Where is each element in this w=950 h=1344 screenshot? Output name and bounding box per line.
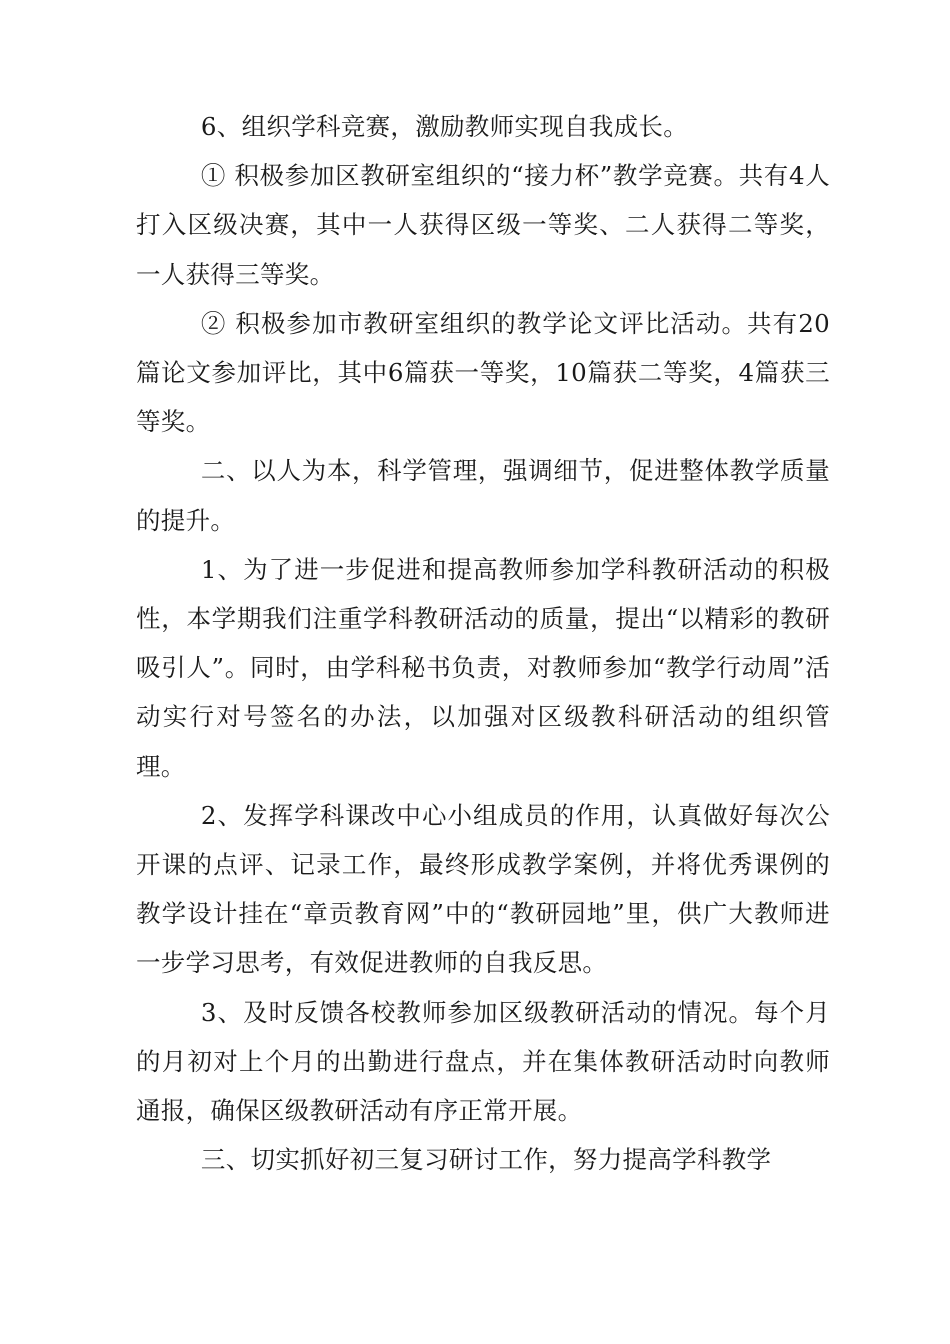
paragraph-subject-competition: 6、组织学科竞赛，激励教师实现自我成长。: [200, 112, 689, 141]
paragraph-item-3: 3、及时反馈各校教师参加区级教研活动的情况。每个月的月初对上个月的出勤进行盘点，并在集体教研活动时向教师通报，确保区级教研活动有序正常开展。: [136, 997, 830, 1126]
paragraph-paper-contest: ② 积极参加市教研室组织的教学论文评比活动。共有20篇论文参加评比，其中6篇获一等奖，10篇获二等奖，4篇获三等奖。: [136, 308, 830, 437]
paragraph-item-1: 1、为了进一步促进和提高教师参加学科教研活动的积极性，本学期我们注重学科教研活动的质量，提出“以精彩的教研吸引人”。同时，由学科秘书负责，对教师参加“教学行动周”活动实行对号签名的办法，以加强对区级教科研活动的组织管理。: [136, 554, 831, 781]
document-body: [136, 102, 830, 1184]
paragraph-relay-cup: ① 积极参加区教研室组织的“接力杯”教学竞赛。共有4人打入区级决赛，其中一人获得区级一等奖、二人获得二等奖，一人获得三等奖。: [136, 161, 830, 289]
paragraph-item-2: 2、发挥学科课改中心小组成员的作用，认真做好每次公开课的点评、记录工作，最终形成教学案例，并将优秀课例的教学设计挂在“章贡教育网”中的“教研园地”里，供广大教师进一步学习思考，有效促进教师的自我反思。: [136, 800, 830, 978]
section-heading-three: 三、切实抓好初三复习研讨工作，努力提高学科教学: [200, 1145, 772, 1175]
section-heading-two: 二、以人为本，科学管理，强调细节，促进整体教学质量的提升。: [136, 456, 830, 535]
